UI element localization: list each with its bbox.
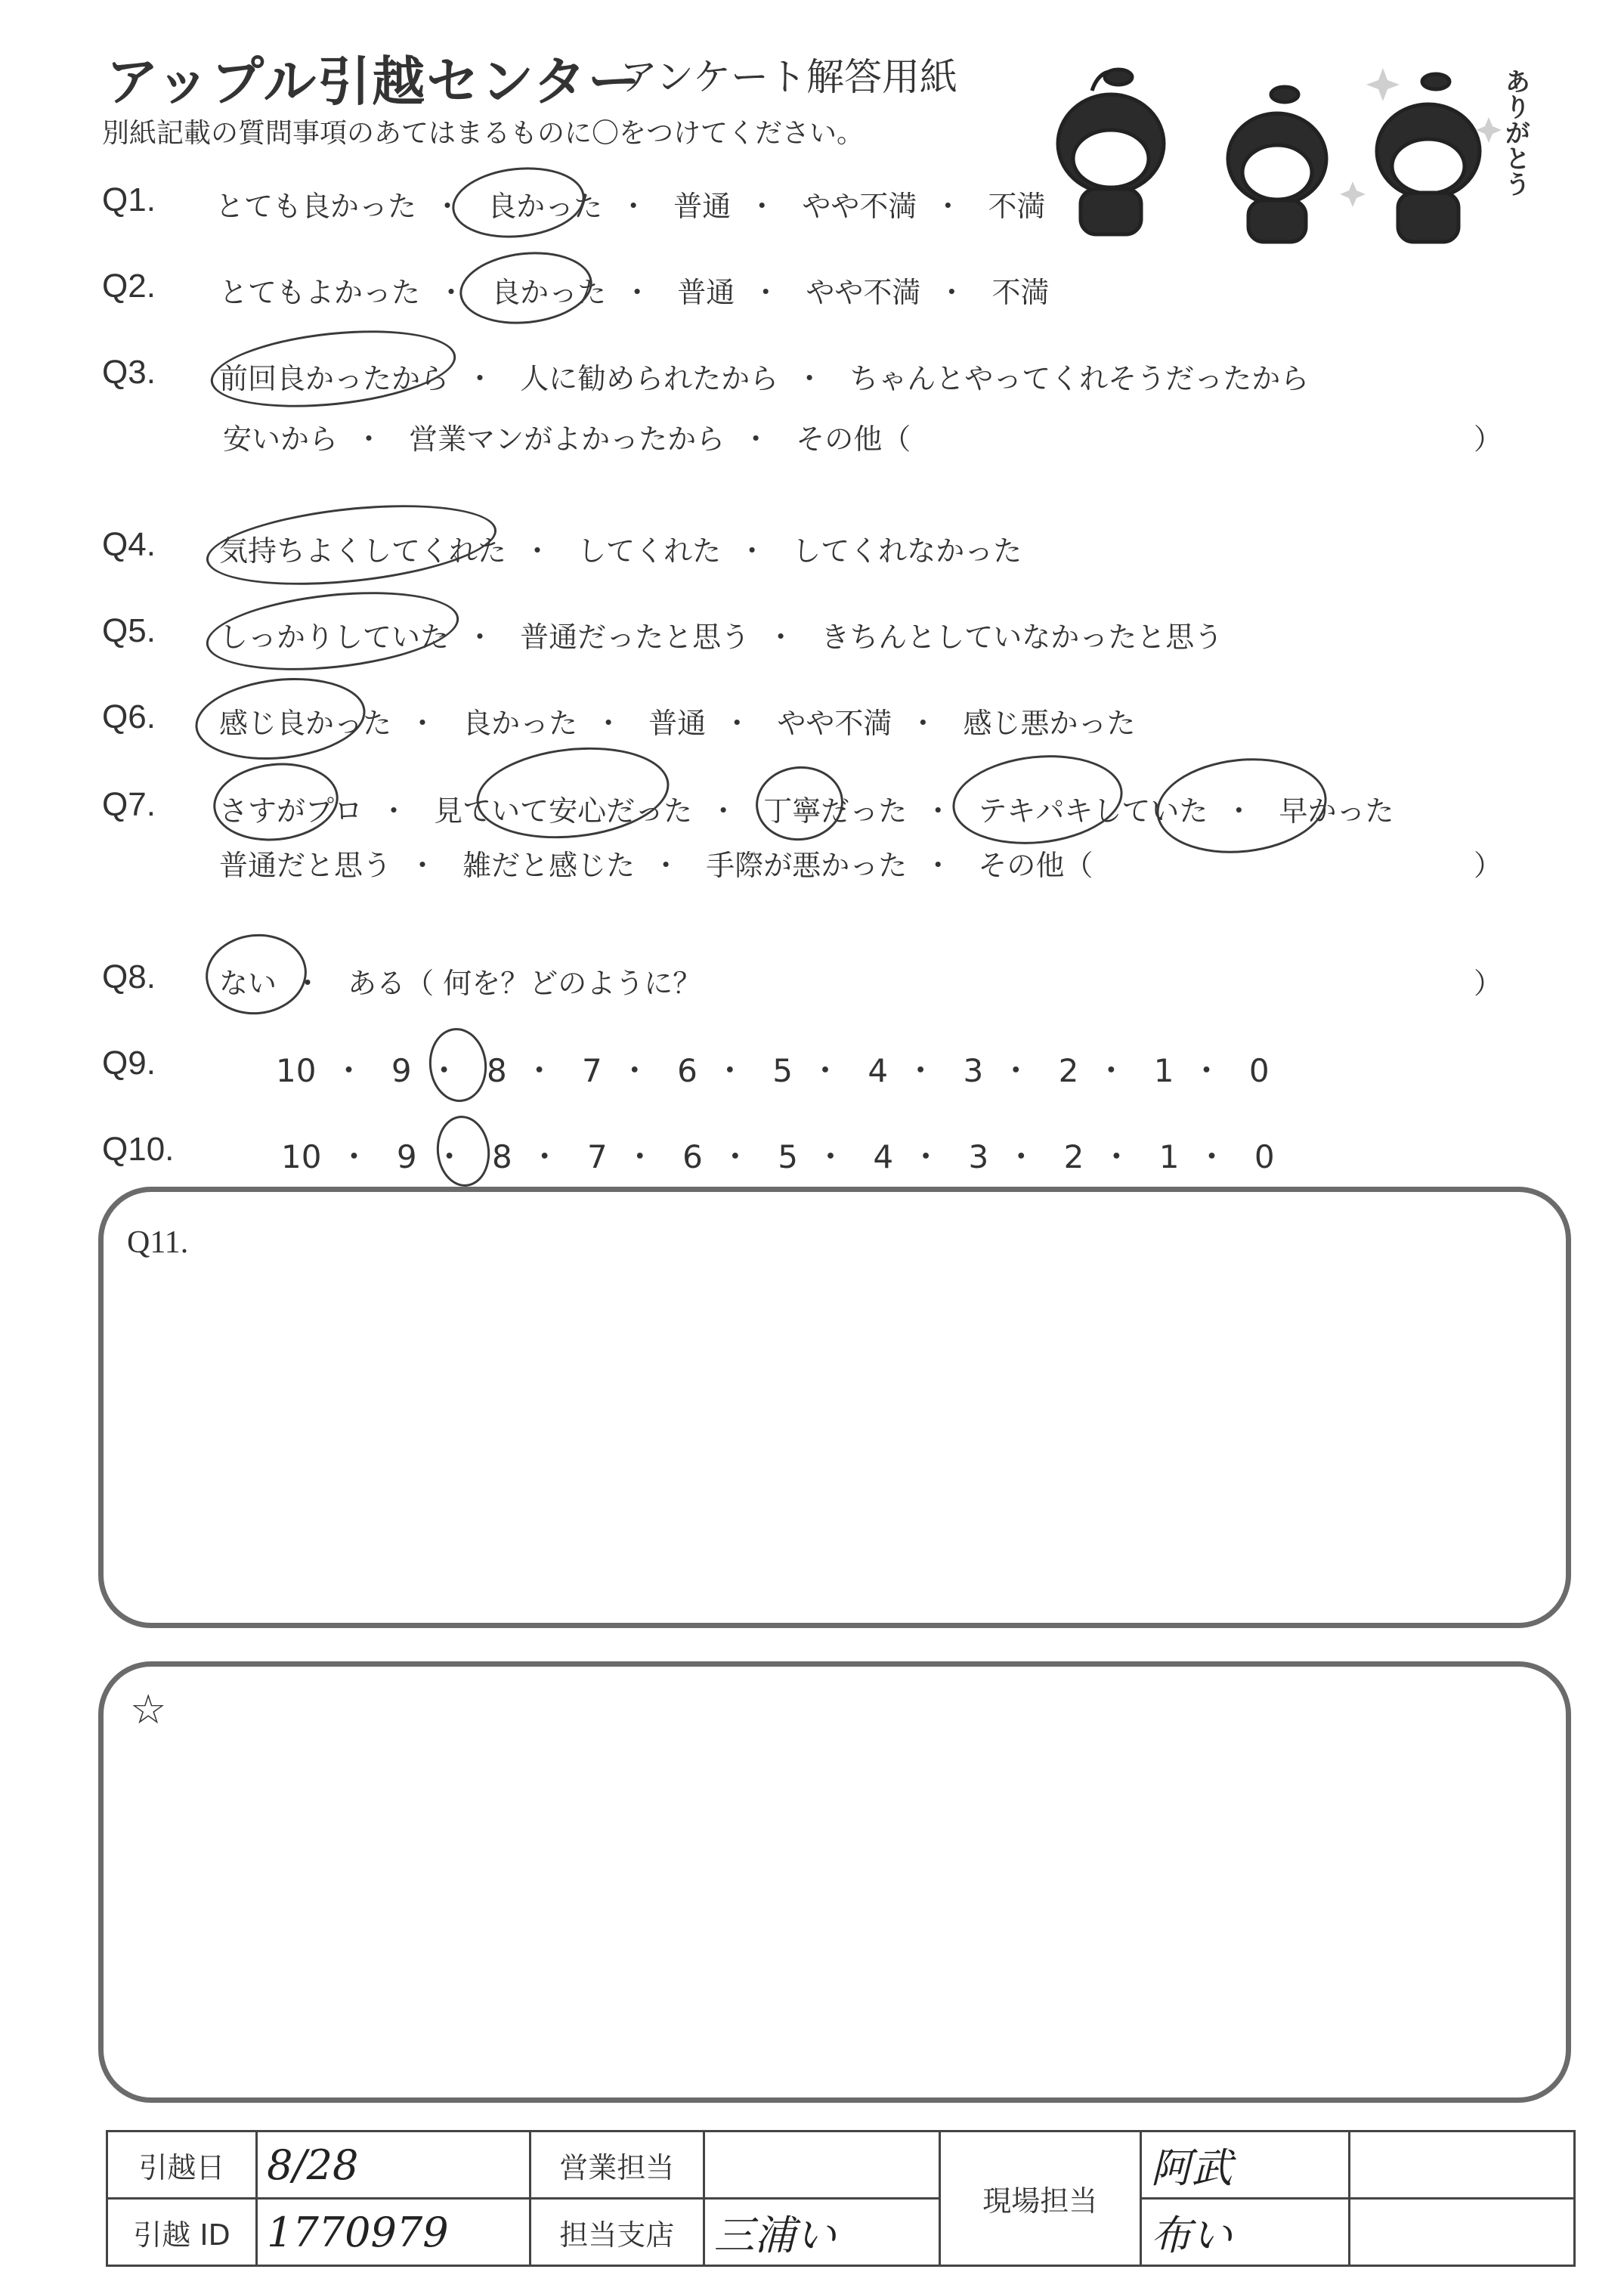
q10-score[interactable]: 10: [281, 1138, 322, 1175]
q3-options: 前回良かったから ・ 人に勧められたから ・ ちゃんとやってくれそうだったから: [219, 355, 1309, 397]
star-comment-box[interactable]: [98, 1661, 1571, 2103]
q5-option[interactable]: きちんとしていなかったと思う: [821, 621, 1223, 654]
move-info-table: [106, 2130, 1576, 2267]
q8-close-paren: ）: [1474, 967, 1503, 1000]
q4-options: 気持ちよくしてくれた ・ してくれた ・ してくれなかった: [219, 528, 1022, 569]
q7-option[interactable]: 早かった: [1279, 794, 1394, 828]
q1-options: とても良かった ・ 良かった ・ 普通 ・ やや不満 ・ 不満: [215, 183, 1046, 224]
q6-label: Q6.: [102, 698, 156, 735]
site-staff-extra-1[interactable]: [1349, 2131, 1574, 2199]
q1-option[interactable]: やや不満: [802, 190, 917, 223]
q2-option[interactable]: とてもよかった: [219, 276, 421, 309]
q6-options: 感じ良かった ・ 良かった ・ 普通 ・ やや不満 ・ 感じ悪かった: [219, 700, 1136, 741]
move-date-label: 引越日: [107, 2131, 257, 2199]
q10-score[interactable]: 8: [491, 1138, 512, 1175]
q7-label: Q7.: [102, 786, 156, 823]
form-subtitle: アンケート解答用紙: [620, 55, 957, 99]
move-date-value[interactable]: 8/28: [257, 2131, 531, 2199]
q5-label: Q5.: [102, 612, 156, 649]
q10-score[interactable]: 2: [1063, 1138, 1084, 1175]
q8-options: ない ・ ある（ 何を？どのように？: [219, 960, 701, 1001]
q6-option[interactable]: 感じ悪かった: [963, 707, 1136, 740]
q5-options: しっかりしていた ・ 普通だったと思う ・ きちんとしていなかったと思う: [219, 614, 1223, 655]
q11-comment-box[interactable]: [98, 1187, 1571, 1628]
q9-scale: 10 ・ 9 ・ 8 ・ 7 ・ 6 ・ 5 ・ 4 ・ 3 ・ 2 ・ 1 ・ 0: [276, 1052, 1270, 1089]
q10-score[interactable]: 3: [968, 1138, 989, 1175]
q1-option[interactable]: 普通: [673, 190, 732, 223]
move-id-value[interactable]: 1770979: [257, 2199, 531, 2266]
q10-score[interactable]: 0: [1254, 1138, 1275, 1175]
q9-score[interactable]: 6: [677, 1052, 698, 1089]
q3-option[interactable]: 営業マンがよかったから: [409, 423, 725, 456]
instruction-text: 別紙記載の質問事項のあてはまるものに〇をつけてください。: [102, 118, 865, 149]
q3-close-paren: ）: [1474, 423, 1503, 456]
q9-score[interactable]: 9: [391, 1052, 412, 1089]
q1-option[interactable]: 不満: [988, 190, 1046, 223]
q9-score[interactable]: 3: [963, 1052, 984, 1089]
q4-option[interactable]: 気持ちよくしてくれた: [219, 534, 507, 568]
q2-label: Q2.: [102, 268, 156, 305]
q9-label: Q9.: [102, 1045, 156, 1082]
q7-close-paren: ）: [1474, 849, 1503, 882]
q7-option[interactable]: 見ていて安心だった: [434, 794, 693, 828]
q7-option[interactable]: 手際が悪かった: [706, 849, 908, 882]
q4-option[interactable]: してくれなかった: [792, 534, 1022, 568]
q7-options-row2: 普通だと思う ・ 雑だと感じた ・ 手際が悪かった ・ その他（: [219, 842, 1093, 884]
q10-score[interactable]: 6: [682, 1138, 703, 1175]
site-staff-label: 現場担当: [939, 2131, 1140, 2266]
q10-score[interactable]: 4: [873, 1138, 894, 1175]
q7-option[interactable]: 普通だと思う: [219, 849, 392, 882]
branch-label: 担当支店: [531, 2199, 704, 2266]
q9-score[interactable]: 10: [276, 1052, 317, 1089]
sales-rep-value[interactable]: [704, 2131, 939, 2199]
q9-score[interactable]: 8: [486, 1052, 507, 1089]
q8-option[interactable]: ある（ 何を？どのように？: [348, 967, 702, 1000]
q10-score[interactable]: 1: [1158, 1138, 1180, 1175]
q2-options: とてもよかった ・ 良かった ・ 普通 ・ やや不満 ・ 不満: [219, 269, 1050, 311]
q3-option[interactable]: 人に勧められたから: [520, 362, 779, 395]
q7-option-other[interactable]: その他（: [978, 849, 1093, 882]
q2-option[interactable]: 普通: [677, 276, 735, 309]
q6-option[interactable]: 普通: [648, 707, 707, 740]
q7-option[interactable]: さすがプロ: [219, 794, 363, 828]
q9-score[interactable]: 7: [582, 1052, 602, 1089]
form-title: アップル引越センター: [106, 51, 642, 113]
q6-option[interactable]: 良かった: [462, 707, 578, 740]
q5-option[interactable]: 普通だったと思う: [520, 621, 750, 654]
thanks-text: ありがとう: [1500, 68, 1530, 197]
q6-option[interactable]: やや不満: [777, 707, 892, 740]
q9-score[interactable]: 2: [1058, 1052, 1079, 1089]
q4-label: Q4.: [102, 526, 156, 563]
q11-label: Q11.: [127, 1225, 189, 1260]
q4-option[interactable]: してくれた: [577, 534, 722, 568]
q10-score[interactable]: 9: [396, 1138, 417, 1175]
q3-option-other[interactable]: その他（: [796, 423, 911, 456]
q1-option[interactable]: とても良かった: [215, 190, 417, 223]
q8-option[interactable]: ない: [219, 967, 277, 1000]
q7-options: さすがプロ ・ 見ていて安心だった ・ 丁寧だった ・ テキパキしていた ・ 早かった: [219, 788, 1394, 829]
star-icon: ☆: [130, 1687, 167, 1732]
q9-score[interactable]: 0: [1248, 1052, 1270, 1089]
q9-score[interactable]: 5: [772, 1052, 793, 1089]
q3-option[interactable]: 安いから: [223, 423, 339, 456]
q1-option[interactable]: 良かった: [487, 190, 603, 223]
q7-option[interactable]: テキパキしていた: [978, 794, 1208, 828]
q7-option[interactable]: 雑だと感じた: [462, 849, 636, 882]
q9-score[interactable]: 1: [1153, 1052, 1174, 1089]
q2-option[interactable]: 不満: [991, 276, 1050, 309]
q10-label: Q10.: [102, 1131, 175, 1168]
site-staff-value-1[interactable]: 阿武: [1140, 2131, 1349, 2199]
q10-score[interactable]: 7: [587, 1138, 608, 1175]
q10-score[interactable]: 5: [778, 1138, 798, 1175]
q5-option[interactable]: しっかりしていた: [219, 621, 450, 654]
site-staff-value-2[interactable]: 布い: [1140, 2199, 1349, 2266]
q3-option[interactable]: 前回良かったから: [219, 362, 450, 395]
q1-label: Q1.: [102, 181, 156, 218]
q3-label: Q3.: [102, 354, 156, 391]
sales-rep-label: 営業担当: [531, 2131, 704, 2199]
monkey-mascot-illustration: [1028, 45, 1542, 249]
q10-scale: 10 ・ 9 ・ 8 ・ 7 ・ 6 ・ 5 ・ 4 ・ 3 ・ 2 ・ 1 ・ 0: [281, 1138, 1275, 1175]
q2-option[interactable]: やや不満: [806, 276, 921, 309]
q7-option[interactable]: 丁寧だった: [763, 794, 908, 828]
q3-options-row2: 安いから ・ 営業マンがよかったから ・ その他（: [223, 416, 911, 457]
site-staff-extra-2[interactable]: [1349, 2199, 1574, 2266]
q3-option[interactable]: ちゃんとやってくれそうだったから: [849, 362, 1310, 395]
q9-score[interactable]: 4: [868, 1052, 889, 1089]
branch-value[interactable]: 三浦い: [704, 2199, 939, 2266]
q2-option[interactable]: 良かった: [491, 276, 607, 309]
move-id-label: 引越 ID: [107, 2199, 257, 2266]
q6-option[interactable]: 感じ良かった: [219, 707, 392, 740]
q8-label: Q8.: [102, 958, 156, 995]
